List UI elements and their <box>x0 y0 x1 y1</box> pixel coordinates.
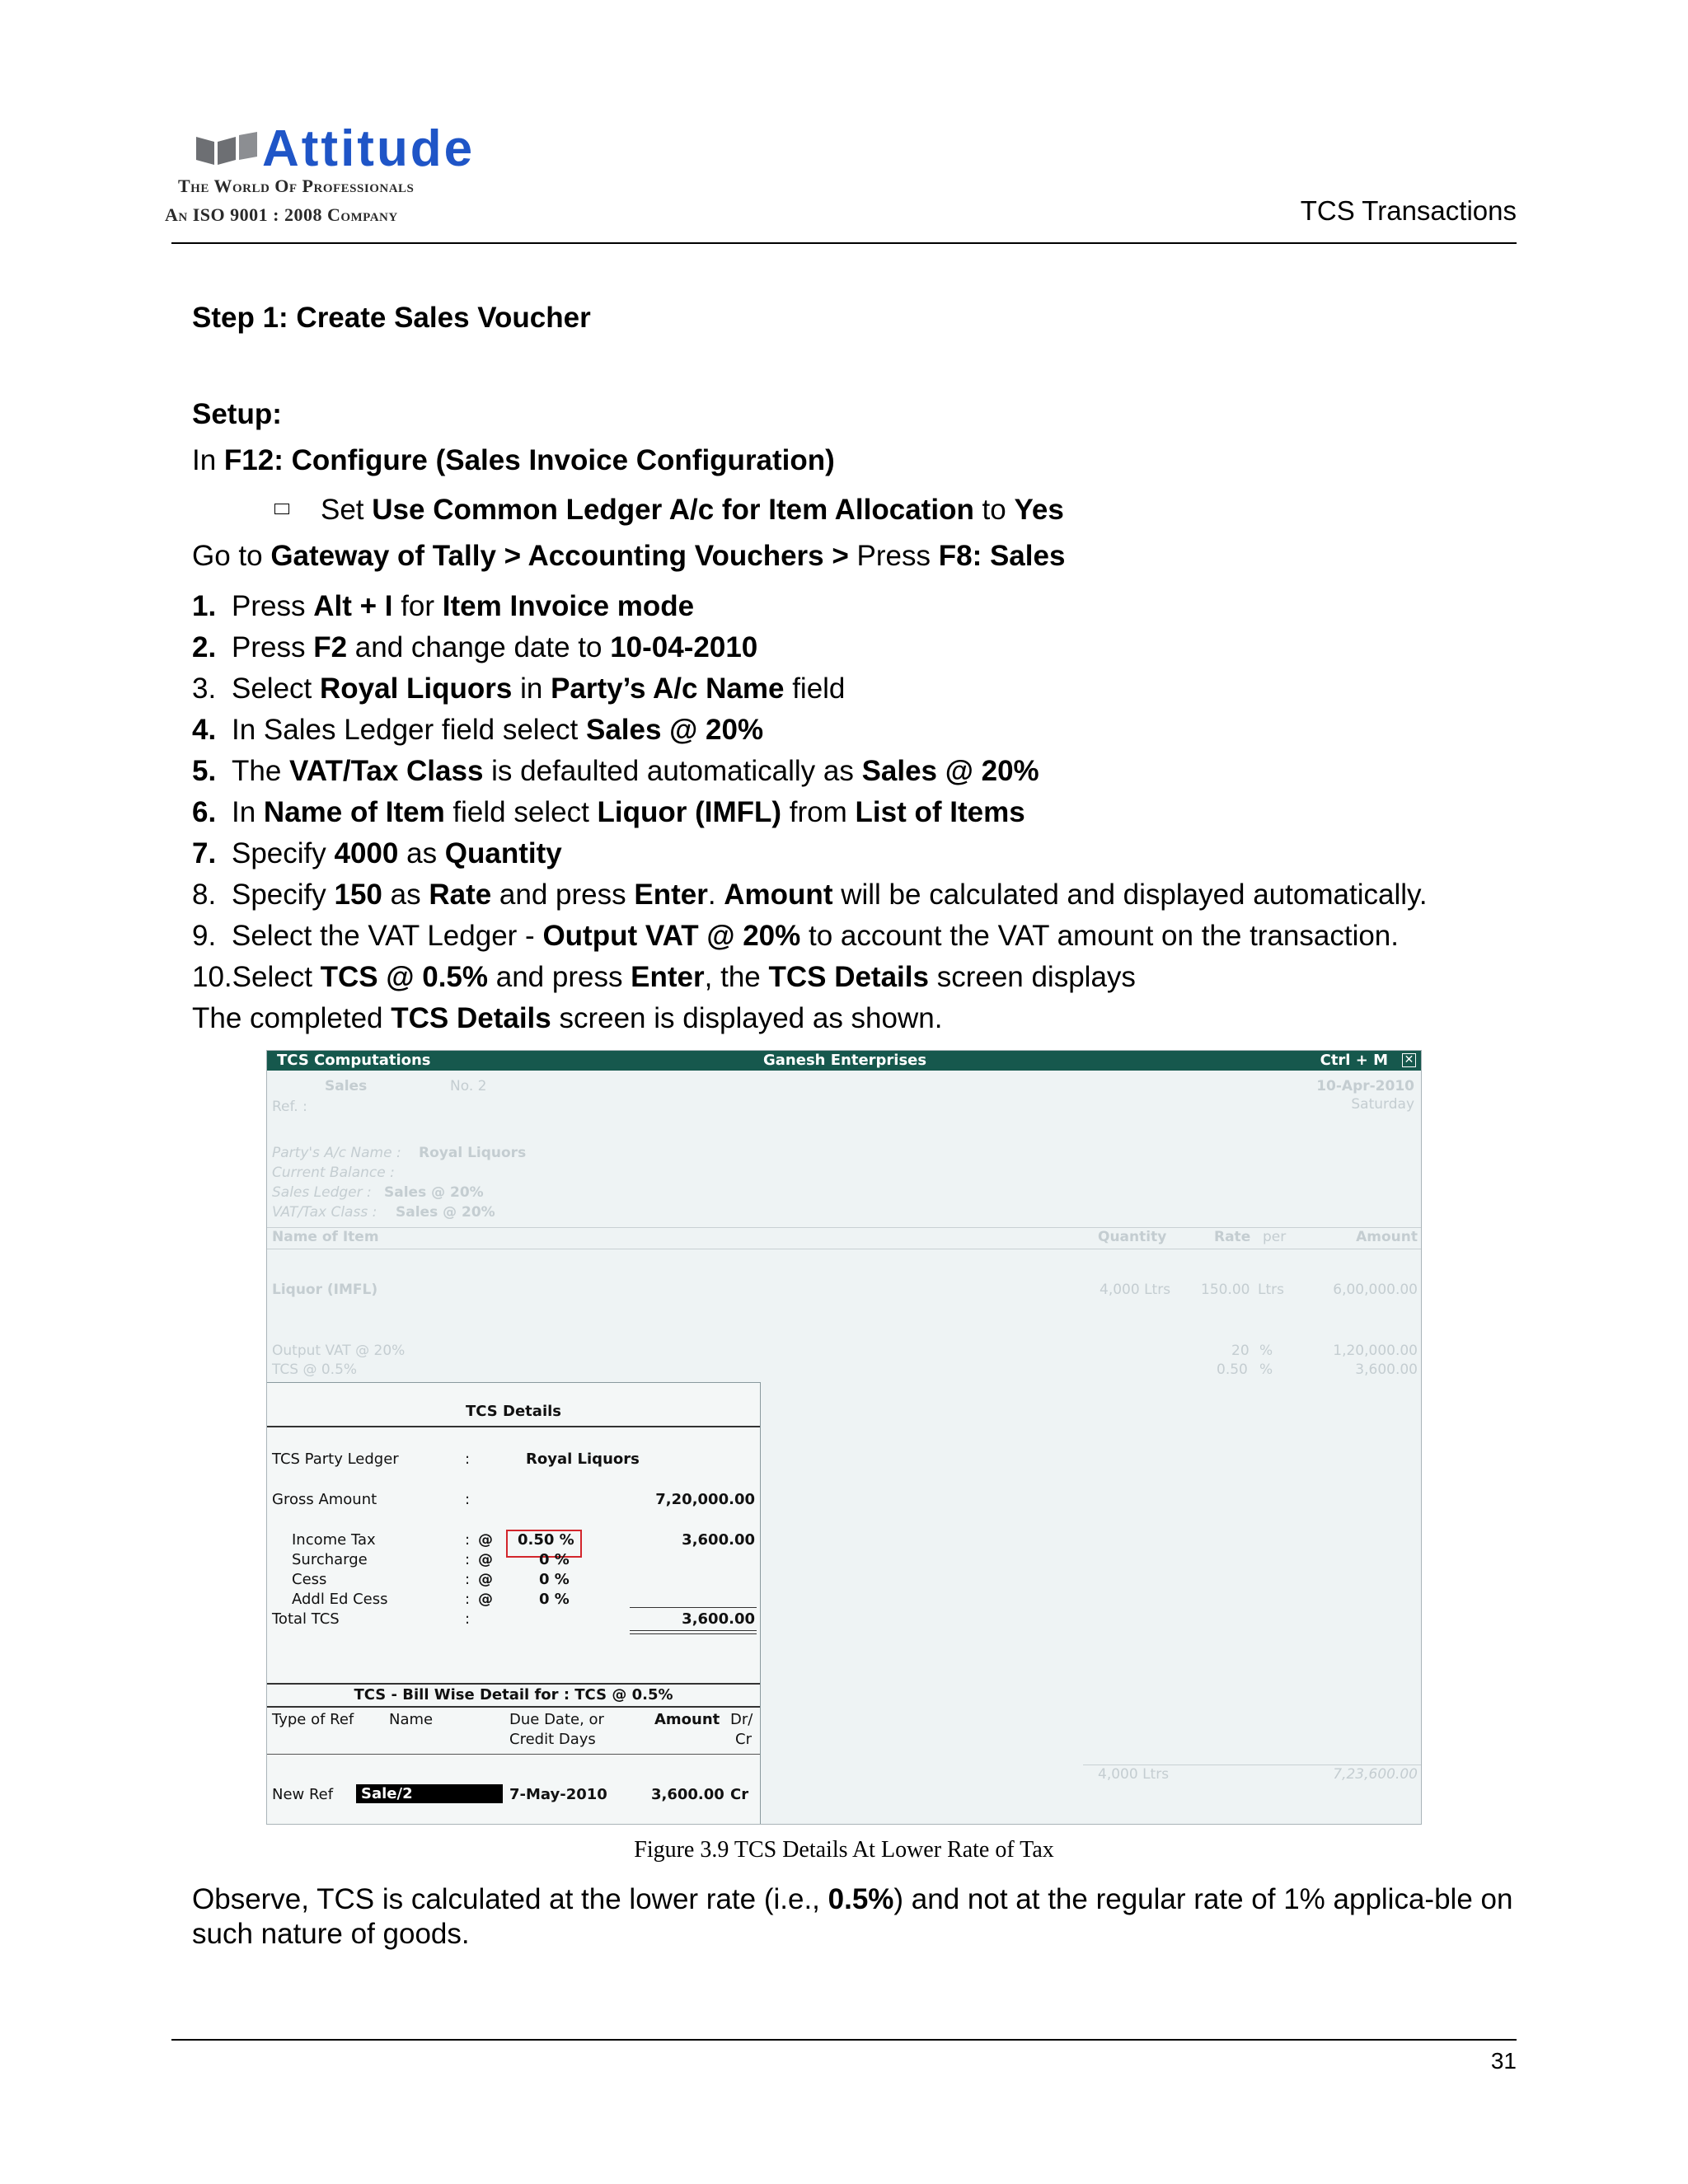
tally-screenshot <box>266 1050 1422 1825</box>
tcs-pct: % <box>1259 1361 1273 1378</box>
step-item <box>192 795 1025 830</box>
footer-rule <box>171 2039 1517 2041</box>
step-heading: Step 1: Create Sales Voucher <box>192 302 591 334</box>
step-number: 3. <box>192 673 217 705</box>
col-type-of-ref: Type of Ref <box>272 1711 354 1728</box>
step-text: Select <box>232 673 320 705</box>
step-text: . <box>707 879 724 911</box>
step-emphasis: Sales @ 20% <box>585 714 764 746</box>
step-emphasis: TCS Details <box>768 961 929 993</box>
company-logo <box>165 120 503 231</box>
completed-line: The completed TCS Details screen is displayed as shown. <box>192 1002 943 1034</box>
step-text: and change date to <box>347 631 611 663</box>
total-double-rule <box>630 1630 757 1634</box>
vat-ledger-name: Output VAT @ 20% <box>272 1343 406 1359</box>
step-emphasis: F2 <box>313 631 348 663</box>
step-text: Specify <box>232 879 335 911</box>
shortcut-label: Ctrl + M <box>1320 1052 1388 1069</box>
step-emphasis: Rate <box>429 879 492 911</box>
at-sign: @ <box>478 1551 493 1568</box>
step-emphasis: TCS @ 0.5% <box>320 961 489 993</box>
addl-ed-cess-rate[interactable]: 0 % <box>539 1591 570 1608</box>
row-amount[interactable]: 3,600.00 <box>651 1786 724 1803</box>
step-text: will be calculated and displayed automatically. <box>832 879 1428 911</box>
step-number: 7. <box>192 837 217 869</box>
screenshot-titlebar <box>267 1051 1421 1071</box>
total-tcs-value: 3,600.00 <box>682 1610 755 1628</box>
current-balance-label: Current Balance : <box>272 1165 395 1181</box>
step-emphasis: Enter <box>634 879 708 911</box>
step-text: Press <box>232 631 314 663</box>
col-name-of-item: Name of Item <box>272 1229 379 1245</box>
step-text: and press <box>491 879 635 911</box>
step-emphasis: Quantity <box>444 837 562 869</box>
logo-tagline: The World Of Professionals <box>178 176 415 196</box>
step-item <box>192 919 1399 954</box>
step-emphasis: List of Items <box>855 796 1025 828</box>
books-logo-icon <box>196 132 260 165</box>
total-rule-top <box>630 1607 757 1608</box>
colon: : <box>465 1571 471 1588</box>
row-dr-cr[interactable]: Cr <box>730 1786 749 1803</box>
step-text: for <box>392 590 443 622</box>
col-due-date: Due Date, or <box>509 1711 604 1728</box>
bill-row-rule <box>267 1754 760 1755</box>
row-type-of-ref[interactable]: New Ref <box>272 1786 334 1803</box>
step-text: is defaulted automatically as <box>483 755 862 787</box>
step-text: , the <box>704 961 769 993</box>
step-emphasis: Name of Item <box>263 796 445 828</box>
step-emphasis: Sales @ 20% <box>861 755 1039 787</box>
at-sign: @ <box>478 1591 493 1608</box>
tcs-details-title: TCS Details <box>465 1403 561 1420</box>
step-emphasis: 150 <box>334 879 382 911</box>
screen-title: TCS Computations <box>277 1052 431 1069</box>
gross-amount-value: 7,20,000.00 <box>655 1491 755 1508</box>
colon: : <box>465 1451 471 1468</box>
income-tax-rate[interactable]: 0.50 % <box>518 1531 574 1549</box>
step-text: as <box>382 879 429 911</box>
at-sign: @ <box>478 1571 493 1588</box>
surcharge-label: Surcharge <box>292 1551 368 1568</box>
total-tcs-label: Total TCS <box>272 1610 340 1628</box>
colon: : <box>465 1591 471 1608</box>
sales-ledger-label: Sales Ledger : <box>272 1184 372 1201</box>
tcs-party-ledger-value[interactable]: Royal Liquors <box>526 1451 640 1468</box>
observation-paragraph: Observe, TCS is calculated at the lower rate (i.e., 0.5%) and not at the regular rate of 1% applica-ble on such nature of goods. <box>192 1883 1513 1950</box>
step-emphasis: 10-04-2010 <box>610 631 758 663</box>
col-cr: Cr <box>735 1731 752 1748</box>
ref-label: Ref. : <box>272 1099 307 1115</box>
step-text: Select <box>232 961 321 993</box>
tcs-rate: 0.50 <box>1217 1361 1248 1378</box>
col-name: Name <box>389 1711 434 1728</box>
bill-wise-title: TCS - Bill Wise Detail for : TCS @ 0.5% <box>354 1686 673 1704</box>
sales-ledger-value: Sales @ 20% <box>384 1184 484 1201</box>
step-text: from <box>781 796 856 828</box>
vat-class-value: Sales @ 20% <box>396 1204 495 1221</box>
step-item <box>192 672 845 706</box>
surcharge-rate[interactable]: 0 % <box>539 1551 570 1568</box>
step-number: 10. <box>192 961 232 993</box>
item-rate: 150.00 <box>1201 1282 1250 1298</box>
step-text: In <box>232 796 264 828</box>
step-text: and press <box>488 961 631 993</box>
item-name: Liquor (IMFL) <box>272 1282 378 1298</box>
item-quantity: 4,000 Ltrs <box>1100 1282 1171 1298</box>
col-dr: Dr/ <box>730 1711 753 1728</box>
voucher-number: No. 2 <box>450 1078 487 1094</box>
cess-rate[interactable]: 0 % <box>539 1571 570 1588</box>
step-emphasis: Item Invoice mode <box>442 590 695 622</box>
income-tax-label: Income Tax <box>292 1531 376 1549</box>
page-number: 31 <box>1490 2048 1517 2074</box>
step-emphasis: Alt + I <box>313 590 393 622</box>
step-text: Specify <box>232 837 335 869</box>
voucher-date: 10-Apr-2010 <box>1316 1078 1414 1094</box>
step-text: The <box>232 755 290 787</box>
step-emphasis: Party’s A/c Name <box>551 673 785 705</box>
voucher-day: Saturday <box>1351 1096 1414 1113</box>
income-tax-amount: 3,600.00 <box>682 1531 755 1549</box>
page-header-title: TCS Transactions <box>1300 195 1517 226</box>
step-emphasis: 4000 <box>334 837 399 869</box>
step-item <box>192 837 562 871</box>
tcs-details-panel <box>267 1382 761 1825</box>
voucher-type: Sales <box>325 1078 368 1094</box>
vat-pct: % <box>1259 1343 1273 1359</box>
item-amount: 6,00,000.00 <box>1333 1282 1418 1298</box>
step-number: 6. <box>192 796 217 828</box>
vat-class-label: VAT/Tax Class : <box>272 1204 377 1221</box>
step-emphasis: Royal Liquors <box>320 673 513 705</box>
step-text: to account the VAT amount on the transaction. <box>800 920 1400 952</box>
gross-amount-label: Gross Amount <box>272 1491 377 1508</box>
colon: : <box>465 1610 471 1628</box>
header-rule <box>171 242 1517 244</box>
setup-heading: Setup: <box>192 398 282 430</box>
step-text: field <box>784 673 846 705</box>
vat-rate: 20 <box>1231 1343 1250 1359</box>
col-rate: Rate <box>1214 1229 1251 1245</box>
step-item <box>192 878 1428 912</box>
step-text: as <box>398 837 445 869</box>
logo-certification: An ISO 9001 : 2008 Company <box>165 204 398 225</box>
goto-line: Go to Gateway of Tally > Accounting Vouchers > Press F8: Sales <box>192 540 1066 572</box>
vat-amount: 1,20,000.00 <box>1333 1343 1418 1359</box>
row-due-date[interactable]: 7-May-2010 <box>509 1786 607 1803</box>
col-amount: Amount <box>654 1711 720 1728</box>
step-item <box>192 589 694 624</box>
column-header-rule <box>267 1227 1421 1228</box>
step-text: field select <box>444 796 598 828</box>
setup-bullet: Set Use Common Ledger A/c for Item Allocation to Yes <box>274 493 1064 527</box>
close-icon[interactable]: ✕ <box>1402 1053 1416 1067</box>
step-number: 8. <box>192 879 217 911</box>
colon: : <box>465 1551 471 1568</box>
tcs-amount: 3,600.00 <box>1355 1361 1418 1378</box>
step-emphasis: VAT/Tax Class <box>289 755 484 787</box>
company-name: Ganesh Enterprises <box>763 1052 927 1069</box>
addl-ed-cess-label: Addl Ed Cess <box>292 1591 388 1608</box>
row-name-input[interactable]: Sale/2 <box>356 1784 503 1803</box>
tcs-title-rule <box>267 1426 760 1427</box>
tcs-ledger-name: TCS @ 0.5% <box>272 1361 358 1378</box>
step-emphasis: Output VAT @ 20% <box>542 920 801 952</box>
logo-brand: Attitude <box>262 120 476 177</box>
step-item <box>192 754 1039 789</box>
col-quantity: Quantity <box>1098 1229 1167 1245</box>
step-text: In Sales Ledger field select <box>232 714 586 746</box>
item-per: Ltrs <box>1258 1282 1284 1298</box>
party-label: Party's A/c Name : <box>272 1145 401 1161</box>
figure-caption: Figure 3.9 TCS Details At Lower Rate of Tax <box>634 1837 1054 1863</box>
step-text: Select the VAT Ledger - <box>232 920 543 952</box>
cess-label: Cess <box>292 1571 327 1588</box>
step-item <box>192 713 763 748</box>
colon: : <box>465 1491 471 1508</box>
step-number: 4. <box>192 714 217 746</box>
step-number: 2. <box>192 631 217 663</box>
col-amount: Amount <box>1356 1229 1418 1245</box>
bill-wise-rule-top <box>267 1683 760 1685</box>
col-credit-days: Credit Days <box>509 1731 596 1748</box>
at-sign: @ <box>478 1531 493 1549</box>
step-number: 1. <box>192 590 217 622</box>
checkbox-bullet-icon <box>274 504 289 514</box>
configure-line: In F12: Configure (Sales Invoice Configuration) <box>192 444 835 476</box>
step-text: in <box>512 673 551 705</box>
step-item <box>192 960 1136 995</box>
step-text: Press <box>232 590 314 622</box>
step-emphasis: Enter <box>631 961 705 993</box>
colon: : <box>465 1531 471 1549</box>
bill-wise-rule-bottom <box>267 1706 760 1708</box>
step-text: screen displays <box>928 961 1136 993</box>
step-emphasis: Liquor (IMFL) <box>597 796 782 828</box>
total-quantity: 4,000 Ltrs <box>1098 1766 1170 1783</box>
col-per: per <box>1263 1229 1287 1245</box>
tcs-party-ledger-label: TCS Party Ledger <box>272 1451 399 1468</box>
total-amount: 7,23,600.00 <box>1333 1766 1418 1783</box>
step-item <box>192 630 757 665</box>
party-value: Royal Liquors <box>419 1145 527 1161</box>
step-number: 9. <box>192 920 217 952</box>
step-number: 5. <box>192 755 217 787</box>
step-emphasis: Amount <box>724 879 833 911</box>
